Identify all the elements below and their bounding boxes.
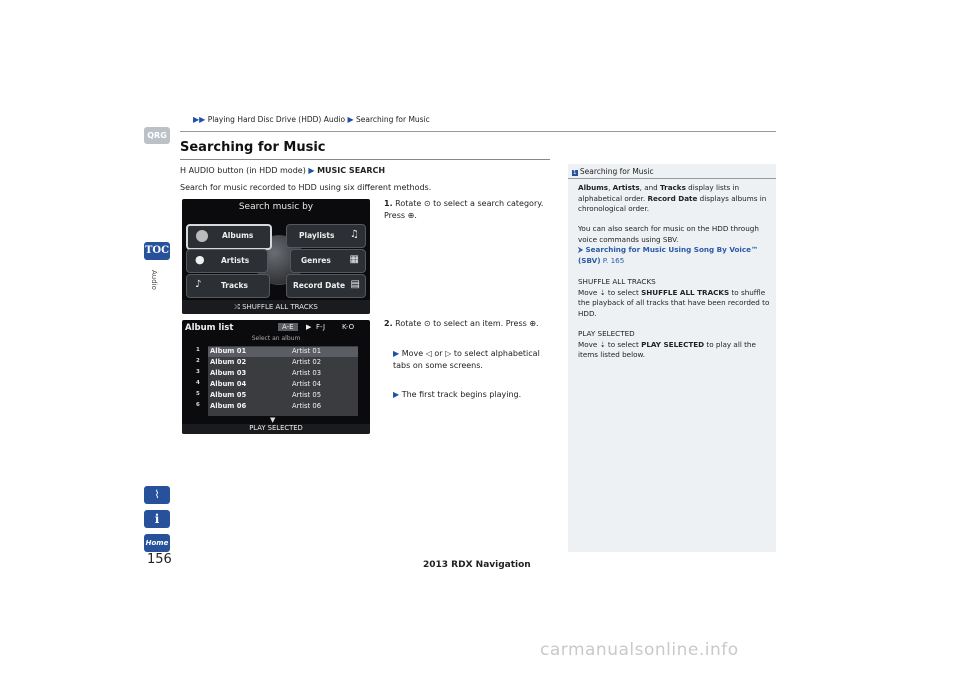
shuffle-all-tracks-button[interactable] xyxy=(182,300,370,314)
step-2 xyxy=(384,318,554,330)
note-text: to select xyxy=(607,339,639,349)
shuffle-label: SHUFFLE ALL TRACKS xyxy=(242,303,318,311)
track-icon: ♪ xyxy=(195,279,202,290)
side-note-paragraph-3 xyxy=(578,277,770,319)
instruction-button-text: AUDIO button (in HDD mode) xyxy=(188,166,306,175)
album-name: Album 05 xyxy=(210,391,247,399)
substep-text: to select alphabetical tabs on some screens. xyxy=(393,349,540,370)
substep-text: Move xyxy=(401,349,424,358)
note-icon: 1 xyxy=(573,170,577,176)
genre-icon: ▦ xyxy=(349,254,359,265)
list-item[interactable] xyxy=(196,402,358,412)
artist-name: Artist 06 xyxy=(292,402,322,410)
breadcrumb-item[interactable]: Playing Hard Disc Drive (HDD) Audio xyxy=(207,115,346,124)
breadcrumb-arrow-icon: ▶▶ xyxy=(193,115,206,124)
albums-label: Albums xyxy=(222,231,254,240)
qrg-button[interactable]: QRG xyxy=(144,127,170,144)
step-text: to select an item. Press xyxy=(433,319,527,328)
note-text: Move xyxy=(578,339,598,349)
chapter-label: Audio xyxy=(150,270,158,290)
playlist-icon: ♫ xyxy=(350,229,359,240)
list-item[interactable] xyxy=(196,369,358,379)
album-list xyxy=(196,346,358,416)
album-name: Album 01 xyxy=(210,347,247,355)
album-name: Album 03 xyxy=(210,369,247,377)
alpha-tabs[interactable] xyxy=(278,323,368,334)
step-1 xyxy=(384,198,544,222)
play-selected-button[interactable]: PLAY SELECTED xyxy=(182,424,370,434)
album-name: Album 04 xyxy=(210,380,247,388)
arrow-right-icon: ▶ xyxy=(306,323,312,331)
note-text: You can also search for music on the HDD through voice commands using SBV. xyxy=(578,224,759,244)
genres-button[interactable] xyxy=(290,249,366,273)
move-right-icon: ▷ xyxy=(445,349,452,358)
album-list-screen xyxy=(182,320,370,434)
side-note-paragraph-2 xyxy=(578,224,770,266)
row-number: 1 xyxy=(196,347,200,353)
artist-name: Artist 02 xyxy=(292,358,322,366)
bold-term: Record Date xyxy=(647,193,698,203)
substep-text: or xyxy=(434,349,443,358)
screen-title: Album list xyxy=(185,323,234,333)
note-heading: SHUFFLE ALL TRACKS xyxy=(578,277,656,286)
tab-f-j[interactable]: F-J xyxy=(316,323,326,331)
artists-button[interactable] xyxy=(186,249,268,273)
page-number: 156 xyxy=(147,552,172,567)
bold-term: Tracks xyxy=(660,183,686,192)
tracks-label: Tracks xyxy=(221,281,248,290)
record-date-button[interactable] xyxy=(286,274,366,298)
calendar-icon: ▤ xyxy=(350,279,360,290)
arrow-icon: ▶ xyxy=(393,390,400,399)
tab-k-o[interactable]: K-O xyxy=(342,323,355,331)
step-text: . xyxy=(414,211,417,220)
step-text: to select a search category. Press xyxy=(384,199,544,220)
bold-term: SHUFFLE ALL TRACKS xyxy=(641,287,730,297)
breadcrumb-arrow-icon: ▶ xyxy=(347,115,354,124)
albums-button[interactable] xyxy=(186,224,272,250)
note-text: to select xyxy=(607,287,639,297)
note-text: , and xyxy=(639,183,661,192)
arrow-icon: ▶ xyxy=(308,166,315,175)
interface-dial-rotate-icon: ⊙ xyxy=(423,199,431,208)
side-note-divider xyxy=(568,178,776,179)
list-item[interactable] xyxy=(196,358,358,368)
toc-button[interactable]: TOC xyxy=(144,242,170,260)
step-number: 1. xyxy=(384,199,393,208)
home-icon[interactable]: Home xyxy=(144,534,170,552)
artist-name: Artist 01 xyxy=(292,347,322,355)
footer-title: 2013 RDX Navigation xyxy=(423,560,531,570)
arrow-icon: ▶ xyxy=(393,349,400,358)
row-number: 3 xyxy=(196,369,200,375)
genres-label: Genres xyxy=(301,256,331,265)
sbv-link[interactable]: Searching for Music Using Song By Voice™ (SBV) xyxy=(578,245,759,265)
watermark: carmanualsonline.info xyxy=(540,640,739,660)
list-item[interactable] xyxy=(196,380,358,390)
album-name: Album 02 xyxy=(210,358,247,366)
playlists-button[interactable] xyxy=(286,224,366,248)
interface-dial-rotate-icon: ⊙ xyxy=(423,319,431,328)
note-text: , xyxy=(608,183,613,192)
note-text: to shuffle the playback of all tracks that have been recorded to HDD. xyxy=(578,287,770,318)
instruction-target: MUSIC SEARCH xyxy=(317,166,386,175)
step-text: . xyxy=(536,319,539,328)
disc-icon xyxy=(196,230,208,242)
substep-text: The first track begins playing. xyxy=(401,390,522,399)
row-number: 6 xyxy=(196,402,200,408)
artist-name: Artist 05 xyxy=(292,391,322,399)
album-name: Album 06 xyxy=(210,402,247,410)
home-button-icon: H xyxy=(180,166,187,175)
record-date-label: Record Date xyxy=(293,281,346,290)
move-left-icon: ◁ xyxy=(425,349,432,358)
enter-press-icon: ⊕ xyxy=(529,319,537,328)
list-item[interactable] xyxy=(196,347,358,357)
shuffle-icon: ⤮ xyxy=(234,303,240,311)
bold-term: Albums xyxy=(578,183,609,192)
title-divider xyxy=(180,159,550,160)
substep-2 xyxy=(393,389,543,401)
instruction-line xyxy=(180,166,385,175)
page-reference[interactable]: P. 165 xyxy=(602,255,625,265)
tracks-button[interactable] xyxy=(186,274,270,298)
side-note-title xyxy=(572,167,654,176)
page-title: Searching for Music xyxy=(180,140,326,155)
intro-text: Search for music recorded to HDD using six different methods. xyxy=(180,183,432,192)
artist-name: Artist 03 xyxy=(292,369,322,377)
info-icon[interactable]: i xyxy=(144,510,170,528)
breadcrumb[interactable] xyxy=(193,115,430,124)
screen-subtitle: Select an album xyxy=(251,335,301,342)
note-text: to play all the items listed below. xyxy=(578,339,756,359)
row-number: 5 xyxy=(196,391,200,397)
row-number: 2 xyxy=(196,358,200,364)
note-heading: PLAY SELECTED xyxy=(578,329,635,338)
note-text: display lists in alphabetical order. xyxy=(578,183,740,203)
screen-title: Search music by xyxy=(238,202,314,212)
note-text: Move xyxy=(578,287,598,297)
bold-term: Artists xyxy=(612,183,640,192)
move-down-icon: ⇣ xyxy=(599,339,606,349)
breadcrumb-item[interactable]: Searching for Music xyxy=(356,115,430,124)
enter-press-icon: ⊕ xyxy=(407,211,415,220)
artist-name: Artist 04 xyxy=(292,380,322,388)
step-text: Rotate xyxy=(395,199,422,208)
playlists-label: Playlists xyxy=(299,231,335,240)
search-music-screen xyxy=(182,199,370,314)
note-text: displays albums in chronological order. xyxy=(578,193,767,213)
artists-label: Artists xyxy=(221,256,250,265)
side-note-paragraph-4 xyxy=(578,329,770,361)
header-divider xyxy=(180,131,776,132)
step-number: 2. xyxy=(384,319,393,328)
substep-1 xyxy=(393,348,543,372)
tab-a-e[interactable]: A-E xyxy=(278,323,298,331)
link-icon: ⮞ xyxy=(578,245,584,254)
step-text: Rotate xyxy=(395,319,422,328)
person-icon: ● xyxy=(195,253,205,266)
scroll-down-icon[interactable]: ▼ xyxy=(270,416,276,424)
list-item[interactable] xyxy=(196,391,358,401)
side-note-title-text: Searching for Music xyxy=(579,167,654,176)
move-down-icon: ⇣ xyxy=(599,287,606,297)
row-number: 4 xyxy=(196,380,200,386)
voice-icon[interactable]: ⌇ xyxy=(144,486,170,504)
side-note-paragraph-1 xyxy=(578,183,770,215)
bold-term: PLAY SELECTED xyxy=(641,339,705,349)
